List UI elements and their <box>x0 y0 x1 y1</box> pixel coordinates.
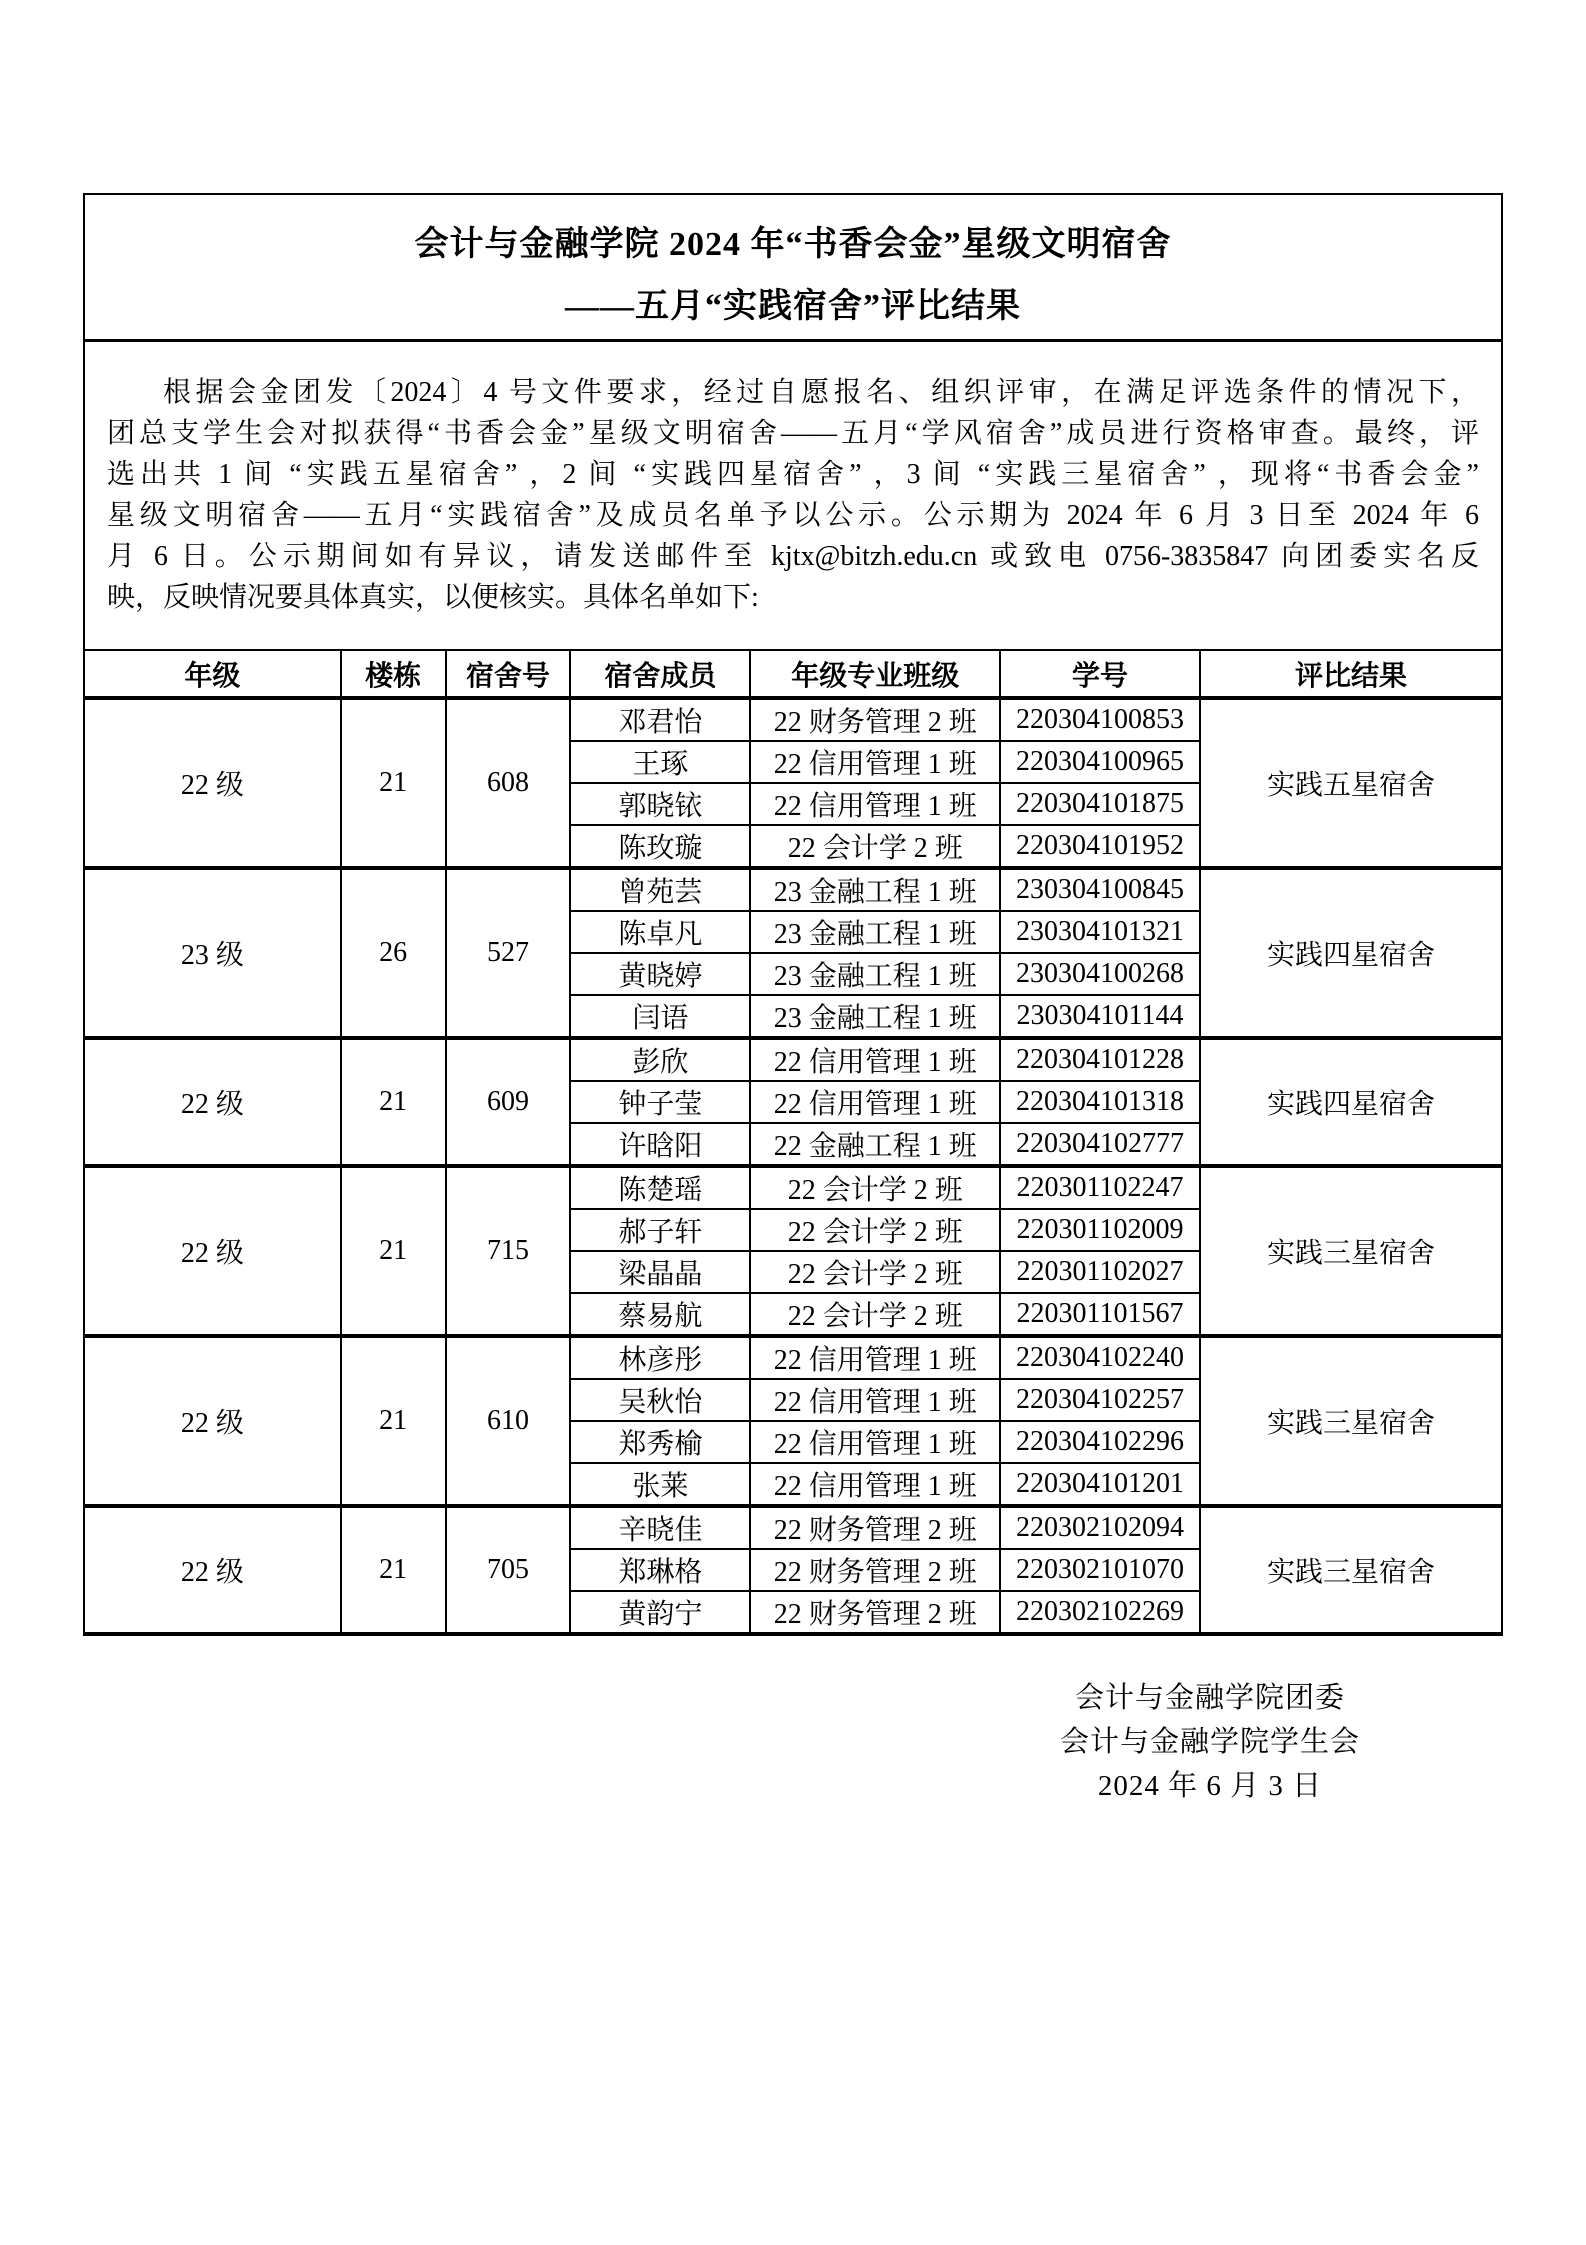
room-cell: 715 <box>446 1166 571 1336</box>
member-name-cell: 林彦彤 <box>570 1336 750 1379</box>
member-id-cell: 220301102247 <box>1000 1166 1200 1209</box>
column-header: 年级 <box>84 650 341 698</box>
member-name-cell: 吴秋怡 <box>570 1379 750 1421</box>
dorm-group <box>84 698 1502 868</box>
paragraph-line: 星级文明宿舍——五月“实践宿舍”及成员名单予以公示。公示期为 2024 年 6 月 3 日至 2024 年 6 <box>107 500 1479 531</box>
room-cell: 609 <box>446 1038 571 1166</box>
member-name-cell: 陈楚瑶 <box>570 1166 750 1209</box>
member-id-cell: 220304100965 <box>1000 741 1200 783</box>
member-name-cell: 王琢 <box>570 741 750 783</box>
member-name-cell: 郝子轩 <box>570 1209 750 1251</box>
room-cell: 527 <box>446 868 571 1038</box>
signature-student-union: 会计与金融学院学生会 <box>1059 1726 1360 1758</box>
member-id-cell: 220301101567 <box>1000 1293 1200 1336</box>
member-id-cell: 220304100853 <box>1000 698 1200 741</box>
member-row <box>84 868 1502 911</box>
paragraph-line: 月 6 日。公示期间如有异议，请发送邮件至 kjtx@bitzh.edu.cn 或致电 0756-3835847 向团委实名反 <box>107 541 1479 572</box>
member-id-cell: 220304102240 <box>1000 1336 1200 1379</box>
paragraph-line: 映，反映情况要具体真实，以便核实。具体名单如下: <box>107 582 759 613</box>
member-name-cell: 黄晓婷 <box>570 953 750 995</box>
member-id-cell: 220304102777 <box>1000 1123 1200 1166</box>
member-id-cell: 220304101318 <box>1000 1081 1200 1123</box>
member-class-cell: 22 信用管理 1 班 <box>750 741 1000 783</box>
signature-inner <box>1000 1676 1420 1808</box>
member-class-cell: 22 会计学 2 班 <box>750 825 1000 868</box>
column-header: 年级专业班级 <box>750 650 1000 698</box>
member-name-cell: 彭欣 <box>570 1038 750 1081</box>
member-name-cell: 黄韵宁 <box>570 1591 750 1634</box>
signature-committee: 会计与金融学院团委 <box>1074 1682 1345 1714</box>
column-header: 评比结果 <box>1200 650 1502 698</box>
member-name-cell: 曾苑芸 <box>570 868 750 911</box>
grade-cell: 22 级 <box>84 1336 341 1506</box>
grade-cell: 22 级 <box>84 1166 341 1336</box>
member-name-cell: 郑秀榆 <box>570 1421 750 1463</box>
document-body <box>83 193 1503 1808</box>
member-class-cell: 22 信用管理 1 班 <box>750 1379 1000 1421</box>
member-class-cell: 23 金融工程 1 班 <box>750 995 1000 1038</box>
result-cell: 实践三星宿舍 <box>1200 1506 1502 1634</box>
grade-cell: 23 级 <box>84 868 341 1038</box>
result-cell: 实践四星宿舍 <box>1200 868 1502 1038</box>
building-cell: 26 <box>341 868 446 1038</box>
signature-block <box>83 1676 1503 1808</box>
table-header-row <box>84 650 1502 698</box>
member-class-cell: 22 信用管理 1 班 <box>750 783 1000 825</box>
member-name-cell: 郭晓铱 <box>570 783 750 825</box>
title-block <box>83 193 1503 342</box>
result-cell: 实践五星宿舍 <box>1200 698 1502 868</box>
member-row <box>84 1166 1502 1209</box>
member-id-cell: 230304101144 <box>1000 995 1200 1038</box>
member-id-cell: 220301102027 <box>1000 1251 1200 1293</box>
dorm-group <box>84 1336 1502 1506</box>
column-header: 楼栋 <box>341 650 446 698</box>
member-id-cell: 220302102269 <box>1000 1591 1200 1634</box>
member-id-cell: 220304102296 <box>1000 1421 1200 1463</box>
member-id-cell: 230304100845 <box>1000 868 1200 911</box>
member-class-cell: 22 财务管理 2 班 <box>750 698 1000 741</box>
member-id-cell: 220304101228 <box>1000 1038 1200 1081</box>
member-row <box>84 698 1502 741</box>
member-row <box>84 1506 1502 1549</box>
member-class-cell: 23 金融工程 1 班 <box>750 953 1000 995</box>
dorm-table <box>83 649 1503 1636</box>
member-id-cell: 220301102009 <box>1000 1209 1200 1251</box>
member-name-cell: 辛晓佳 <box>570 1506 750 1549</box>
member-class-cell: 22 财务管理 2 班 <box>750 1549 1000 1591</box>
member-class-cell: 22 会计学 2 班 <box>750 1166 1000 1209</box>
member-id-cell: 220304101952 <box>1000 825 1200 868</box>
building-cell: 21 <box>341 698 446 868</box>
room-cell: 610 <box>446 1336 571 1506</box>
member-name-cell: 钟子莹 <box>570 1081 750 1123</box>
member-class-cell: 22 信用管理 1 班 <box>750 1463 1000 1506</box>
member-name-cell: 陈卓凡 <box>570 911 750 953</box>
dorm-group <box>84 1038 1502 1166</box>
member-row <box>84 1038 1502 1081</box>
column-header: 学号 <box>1000 650 1200 698</box>
paragraph-line: 根据会金团发〔2024〕4 号文件要求，经过自愿报名、组织评审，在满足评选条件的情况下， <box>163 377 1479 408</box>
member-class-cell: 22 财务管理 2 班 <box>750 1591 1000 1634</box>
member-id-cell: 220302102094 <box>1000 1506 1200 1549</box>
member-class-cell: 22 信用管理 1 班 <box>750 1421 1000 1463</box>
document-title-line-2: ——五月“实践宿舍”评比结果 <box>565 288 1021 325</box>
result-cell: 实践三星宿舍 <box>1200 1166 1502 1336</box>
body-paragraph <box>83 342 1503 649</box>
member-class-cell: 22 金融工程 1 班 <box>750 1123 1000 1166</box>
member-class-cell: 22 财务管理 2 班 <box>750 1506 1000 1549</box>
result-cell: 实践四星宿舍 <box>1200 1038 1502 1166</box>
member-class-cell: 22 信用管理 1 班 <box>750 1038 1000 1081</box>
member-name-cell: 闫语 <box>570 995 750 1038</box>
member-class-cell: 22 会计学 2 班 <box>750 1209 1000 1251</box>
member-class-cell: 22 会计学 2 班 <box>750 1293 1000 1336</box>
member-name-cell: 邓君怡 <box>570 698 750 741</box>
grade-cell: 22 级 <box>84 1506 341 1634</box>
member-id-cell: 220302101070 <box>1000 1549 1200 1591</box>
room-cell: 608 <box>446 698 571 868</box>
member-name-cell: 梁晶晶 <box>570 1251 750 1293</box>
paragraph-line: 选出共 1 间 “实践五星宿舍” ，2 间 “实践四星宿舍” ，3 间 “实践三星宿舍” ，现将“书香会金” <box>107 459 1479 490</box>
document-title-line-1: 会计与金融学院 2024 年“书香会金”星级文明宿舍 <box>414 226 1172 263</box>
member-class-cell: 22 信用管理 1 班 <box>750 1336 1000 1379</box>
building-cell: 21 <box>341 1506 446 1634</box>
dorm-group <box>84 868 1502 1038</box>
building-cell: 21 <box>341 1038 446 1166</box>
signature-date: 2024 年 6 月 3 日 <box>1097 1770 1323 1802</box>
member-name-cell: 蔡易航 <box>570 1293 750 1336</box>
result-cell: 实践三星宿舍 <box>1200 1336 1502 1506</box>
member-row <box>84 1336 1502 1379</box>
column-header: 宿舍号 <box>446 650 571 698</box>
member-id-cell: 220304102257 <box>1000 1379 1200 1421</box>
member-id-cell: 230304101321 <box>1000 911 1200 953</box>
dorm-group <box>84 1166 1502 1336</box>
building-cell: 21 <box>341 1166 446 1336</box>
paragraph-line: 团总支学生会对拟获得“书香会金”星级文明宿舍——五月“学风宿舍”成员进行资格审查。最终，评 <box>107 418 1479 449</box>
dorm-group <box>84 1506 1502 1634</box>
member-name-cell: 许晗阳 <box>570 1123 750 1166</box>
member-name-cell: 张莱 <box>570 1463 750 1506</box>
member-id-cell: 220304101201 <box>1000 1463 1200 1506</box>
member-class-cell: 22 信用管理 1 班 <box>750 1081 1000 1123</box>
member-id-cell: 220304101875 <box>1000 783 1200 825</box>
building-cell: 21 <box>341 1336 446 1506</box>
member-class-cell: 23 金融工程 1 班 <box>750 868 1000 911</box>
member-name-cell: 郑琳格 <box>570 1549 750 1591</box>
member-class-cell: 23 金融工程 1 班 <box>750 911 1000 953</box>
grade-cell: 22 级 <box>84 698 341 868</box>
room-cell: 705 <box>446 1506 571 1634</box>
member-name-cell: 陈玫璇 <box>570 825 750 868</box>
member-class-cell: 22 会计学 2 班 <box>750 1251 1000 1293</box>
column-header: 宿舍成员 <box>570 650 750 698</box>
grade-cell: 22 级 <box>84 1038 341 1166</box>
member-id-cell: 230304100268 <box>1000 953 1200 995</box>
